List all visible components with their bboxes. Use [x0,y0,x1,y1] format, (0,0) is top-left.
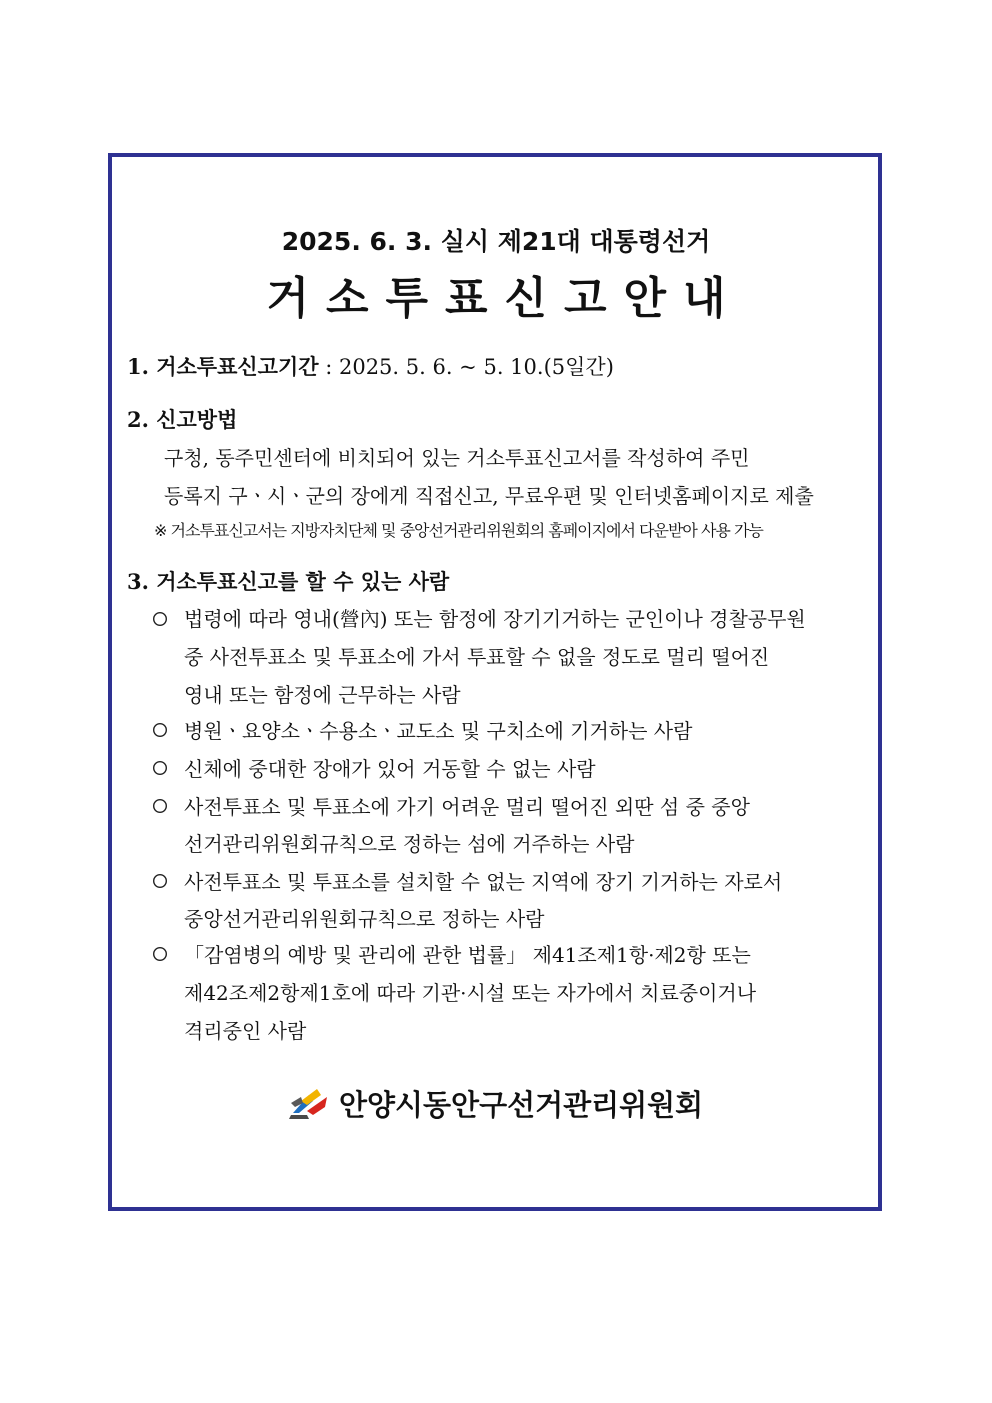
section-1-separator: : [318,355,339,379]
bullet-circle-icon [152,611,168,627]
item-6-line-3: 격리중인 사람 [184,1019,307,1043]
organization-name: 안양시동안구선거관리위원회 [339,1087,704,1122]
section-2-line-2: 등록지 구ㆍ시ㆍ군의 장에게 직접신고, 무료우편 및 인터넷홈페이지로 제출 [164,484,814,508]
section-2-heading: 2. 신고방법 [127,407,238,432]
item-6-line-1: 「감염병의 예방 및 관리에 관한 법률」 제41조제1항·제2항 또는 [184,943,751,967]
section-1-heading [127,351,614,381]
notice-title: 거소투표신고안내 [266,273,743,324]
notice-subtitle: 2025. 6. 3. 실시 제21대 대통령선거 [281,227,711,256]
bullet-circle-icon [152,873,168,889]
section-1-period: 2025. 5. 6. ~ 5. 10.(5일간) [338,355,614,379]
section-2-note: ※ 거소투표신고서는 지방자치단체 및 중앙선거관리위원회의 홈페이지에서 다운받아 사용 가능 [154,521,763,540]
bullet-circle-icon [152,760,168,776]
item-1-line-2: 중 사전투표소 및 투표소에 가서 투표할 수 없을 정도로 멀리 떨어진 [184,645,770,669]
item-2-line-1: 병원ㆍ요양소ㆍ수용소ㆍ교도소 및 구치소에 기거하는 사람 [184,719,693,743]
item-4-line-1: 사전투표소 및 투표소에 가기 어려운 멀리 떨어진 외딴 섬 중 중앙 [184,795,750,819]
bullet-circle-icon [152,798,168,814]
item-3-line-1: 신체에 중대한 장애가 있어 거동할 수 없는 사람 [184,757,596,781]
footer [287,1082,703,1124]
bullet-circle-icon [152,946,168,962]
section-2-line-1: 구청, 동주민센터에 비치되어 있는 거소투표신고서를 작성하여 주민 [164,446,750,470]
item-1-line-3: 영내 또는 함정에 근무하는 사람 [184,683,461,707]
item-5-line-1: 사전투표소 및 투표소를 설치할 수 없는 지역에 장기 기거하는 자로서 [184,870,783,894]
section-1-label: 1. 거소투표신고기간 [127,354,319,379]
item-1-line-1: 법령에 따라 영내(營內) 또는 함정에 장기기거하는 군인이나 경찰공무원 [184,607,806,631]
item-4-line-2: 선거관리위원회규칙으로 정하는 섬에 거주하는 사람 [184,832,635,856]
election-commission-logo-icon [287,1083,331,1123]
item-6-line-2: 제42조제2항제1호에 따라 기관·시설 또는 자가에서 치료중이거나 [184,981,757,1005]
section-3-heading: 3. 거소투표신고를 할 수 있는 사람 [127,569,450,594]
bullet-circle-icon [152,722,168,738]
item-5-line-2: 중앙선거관리위원회규칙으로 정하는 사람 [184,907,545,931]
